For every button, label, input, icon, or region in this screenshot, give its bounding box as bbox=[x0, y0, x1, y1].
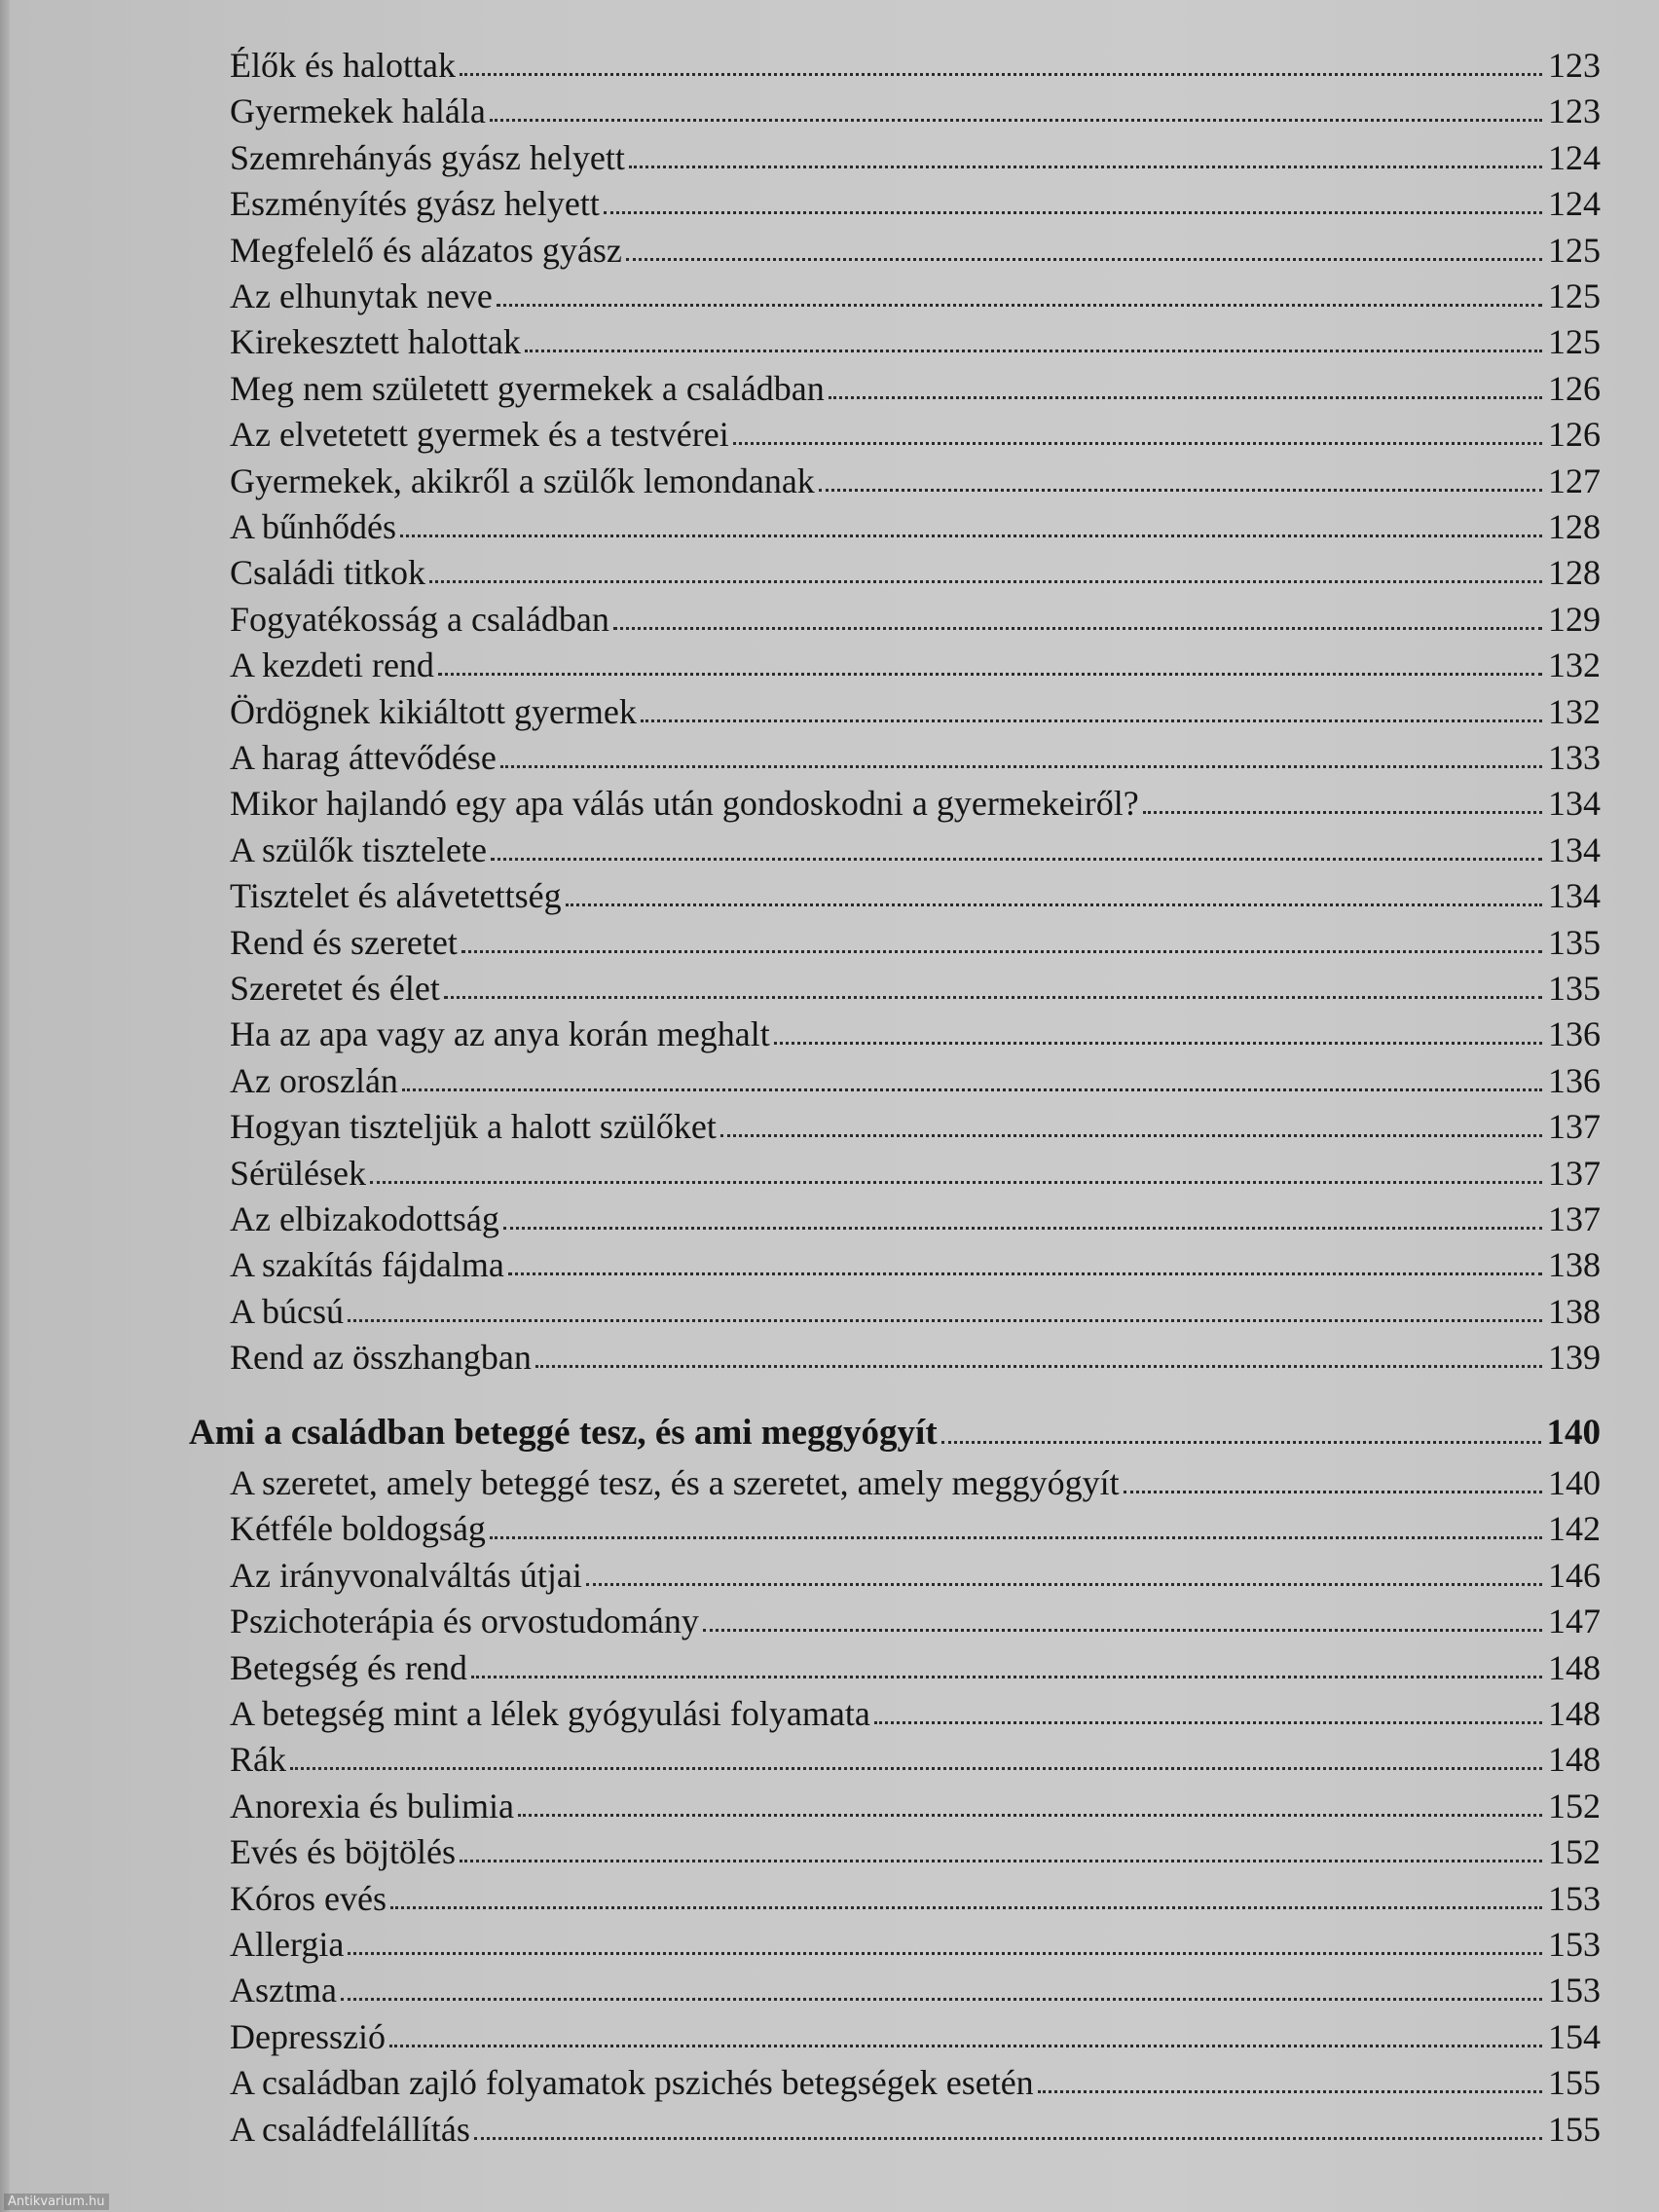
toc-entry bbox=[230, 135, 1601, 180]
toc-entry bbox=[230, 1645, 1601, 1690]
page-edge bbox=[0, 0, 10, 2212]
toc-entry-page: 137 bbox=[1548, 1154, 1601, 1193]
toc-entry-title: A betegség mint a lélek gyógyulási folyamata bbox=[230, 1694, 870, 1733]
toc-entry-title: A családban zajló folyamatok pszichés betegségek esetén bbox=[230, 2063, 1034, 2102]
dot-leader bbox=[626, 258, 1542, 261]
toc-entry-title: Az irányvonalváltás útjai bbox=[230, 1556, 582, 1595]
toc-entry-page: 142 bbox=[1548, 1509, 1601, 1548]
toc-entry-page: 128 bbox=[1548, 507, 1601, 546]
toc-entry-title: Családi titkok bbox=[230, 553, 425, 592]
dot-leader bbox=[629, 166, 1542, 168]
dot-leader bbox=[490, 119, 1542, 122]
toc-entry-page: 148 bbox=[1548, 1740, 1601, 1779]
toc-entry bbox=[230, 274, 1601, 318]
toc-entry bbox=[230, 1151, 1601, 1196]
toc-entry bbox=[230, 966, 1601, 1011]
toc-entry bbox=[230, 1058, 1601, 1103]
dot-leader bbox=[733, 442, 1542, 445]
toc-entry bbox=[230, 2014, 1601, 2059]
toc-entry-page: 133 bbox=[1548, 738, 1601, 777]
toc-entry-page: 125 bbox=[1548, 276, 1601, 315]
toc-entry-title: Gyermekek, akikről a szülők lemondanak bbox=[230, 461, 815, 500]
dot-leader bbox=[1038, 2090, 1542, 2093]
dot-leader bbox=[497, 304, 1542, 307]
toc-entry-page: 129 bbox=[1548, 600, 1601, 639]
toc-entry-title: Depresszió bbox=[230, 2017, 386, 2056]
toc-entry-title: Megfelelő és alázatos gyász bbox=[230, 231, 622, 270]
toc-entry-title: Ördögnek kikiáltott gyermek bbox=[230, 692, 637, 731]
toc-entry bbox=[230, 1104, 1601, 1149]
toc-entry-title: Szeretet és élet bbox=[230, 969, 440, 1008]
toc-entry-title: Az elvetetett gyermek és a testvérei bbox=[230, 415, 729, 454]
chapter-heading bbox=[189, 1411, 1601, 1456]
toc-entry-page: 134 bbox=[1548, 830, 1601, 869]
toc-entry-title: Az elhunytak neve bbox=[230, 276, 493, 315]
dot-leader bbox=[460, 73, 1542, 76]
toc-entry-title: Rend és szeretet bbox=[230, 923, 458, 962]
dot-leader bbox=[290, 1767, 1542, 1770]
toc-entry bbox=[230, 1506, 1601, 1551]
toc-entry bbox=[230, 828, 1601, 872]
toc-entry bbox=[230, 597, 1601, 642]
dot-leader bbox=[471, 1676, 1542, 1678]
dot-leader bbox=[461, 950, 1542, 953]
dot-leader bbox=[438, 673, 1542, 676]
dot-leader bbox=[525, 350, 1542, 352]
toc-entry-page: 128 bbox=[1548, 553, 1601, 592]
toc-entry-page: 153 bbox=[1548, 1879, 1601, 1918]
dot-leader bbox=[518, 1814, 1542, 1817]
toc-entry-title: Rák bbox=[230, 1740, 286, 1779]
toc-entry bbox=[230, 366, 1601, 411]
toc-entry bbox=[230, 319, 1601, 364]
watermark: Antikvarium.hu bbox=[4, 2194, 109, 2210]
toc-entry-page: 148 bbox=[1548, 1694, 1601, 1733]
toc-entry-page: 124 bbox=[1548, 184, 1601, 223]
dot-leader bbox=[444, 996, 1542, 999]
dot-leader bbox=[941, 1441, 1541, 1444]
toc-entry-page: 125 bbox=[1548, 322, 1601, 361]
toc-entry bbox=[230, 504, 1601, 549]
toc-entry-title: Betegség és rend bbox=[230, 1648, 467, 1687]
toc-entry-page: 136 bbox=[1548, 1014, 1601, 1053]
toc-entry bbox=[230, 1691, 1601, 1736]
toc-entry-page: 124 bbox=[1548, 138, 1601, 177]
toc-entry bbox=[230, 1460, 1601, 1505]
toc-entry-page: 123 bbox=[1548, 92, 1601, 130]
toc-entry bbox=[230, 643, 1601, 687]
toc-entry-title: Fogyatékosság a családban bbox=[230, 600, 609, 639]
dot-leader bbox=[341, 1998, 1542, 2001]
dot-leader bbox=[535, 1365, 1542, 1368]
dot-leader bbox=[503, 1227, 1542, 1230]
toc-entry-title: Mikor hajlandó egy apa válás után gondoskodni a gyermekeiről? bbox=[230, 784, 1139, 823]
toc-entry-page: 152 bbox=[1548, 1787, 1601, 1825]
toc-entry bbox=[230, 1197, 1601, 1241]
toc-entry bbox=[230, 89, 1601, 133]
toc-entry-title: Sérülések bbox=[230, 1154, 366, 1193]
toc-entry bbox=[230, 1553, 1601, 1598]
dot-leader bbox=[348, 1952, 1542, 1955]
toc-entry-page: 148 bbox=[1548, 1648, 1601, 1687]
toc-entry bbox=[230, 228, 1601, 273]
toc-entry-page: 132 bbox=[1548, 645, 1601, 684]
dot-leader bbox=[500, 765, 1542, 768]
dot-leader bbox=[508, 1272, 1542, 1275]
toc-entry-page: 146 bbox=[1548, 1556, 1601, 1595]
dot-leader bbox=[874, 1721, 1542, 1724]
toc-entry-title: Anorexia és bulimia bbox=[230, 1787, 514, 1825]
toc-entry-page: 138 bbox=[1548, 1245, 1601, 1284]
toc-entry-title: Ha az apa vagy az anya korán meghalt bbox=[230, 1014, 770, 1053]
toc-entry bbox=[230, 2060, 1601, 2105]
toc-entry-title: A harag áttevődése bbox=[230, 738, 497, 777]
toc-entry bbox=[230, 735, 1601, 780]
dot-leader bbox=[1124, 1491, 1542, 1493]
toc-entry-title: Kirekesztett halottak bbox=[230, 322, 521, 361]
toc-entry bbox=[230, 1876, 1601, 1921]
dot-leader bbox=[370, 1181, 1542, 1184]
dot-leader bbox=[348, 1319, 1542, 1322]
dot-leader bbox=[460, 1860, 1542, 1862]
toc-entry-page: 137 bbox=[1548, 1199, 1601, 1238]
toc-entry bbox=[230, 781, 1601, 826]
dot-leader bbox=[829, 396, 1542, 399]
toc-entry bbox=[230, 181, 1601, 226]
toc-entry-page: 136 bbox=[1548, 1061, 1601, 1100]
dot-leader bbox=[491, 858, 1542, 861]
toc-entry-title: Tisztelet és alávetettség bbox=[230, 876, 562, 915]
dot-leader bbox=[604, 211, 1542, 214]
dot-leader bbox=[402, 1088, 1542, 1091]
toc-entry-title: Asztma bbox=[230, 1971, 337, 2009]
toc-entry bbox=[230, 1335, 1601, 1380]
toc-entry-title: Az elbizakodottság bbox=[230, 1199, 499, 1238]
toc-entry bbox=[230, 1829, 1601, 1874]
toc-entry-title: A kezdeti rend bbox=[230, 645, 434, 684]
toc-entry bbox=[230, 1289, 1601, 1334]
toc-entry bbox=[230, 43, 1601, 88]
toc-entry-title: A szakítás fájdalma bbox=[230, 1245, 504, 1284]
toc-entry-title: Meg nem született gyermekek a családban bbox=[230, 369, 825, 408]
toc-entry-title: Pszichoterápia és orvostudomány bbox=[230, 1602, 699, 1641]
toc-entry-page: 155 bbox=[1548, 2110, 1601, 2149]
toc-entry-page: 147 bbox=[1548, 1602, 1601, 1641]
toc-entry-page: 127 bbox=[1548, 461, 1601, 500]
toc-entry-title: A bűnhődés bbox=[230, 507, 396, 546]
toc-entry-page: 152 bbox=[1548, 1832, 1601, 1871]
toc-entry-page: 135 bbox=[1548, 969, 1601, 1008]
toc-entry bbox=[230, 1599, 1601, 1643]
toc-entry-title: Eszményítés gyász helyett bbox=[230, 184, 600, 223]
toc-entry-page: 140 bbox=[1546, 1413, 1601, 1453]
dot-leader bbox=[613, 627, 1542, 630]
toc-entry bbox=[230, 459, 1601, 503]
toc-entry-page: 126 bbox=[1548, 369, 1601, 408]
toc-entry-page: 153 bbox=[1548, 1925, 1601, 1964]
toc-entry-title: Ami a családban beteggé tesz, és ami meggyógyít bbox=[189, 1413, 938, 1453]
toc-entry bbox=[230, 873, 1601, 918]
dot-leader bbox=[566, 903, 1542, 906]
toc-entry-title: Az oroszlán bbox=[230, 1061, 398, 1100]
toc-entry-page: 134 bbox=[1548, 784, 1601, 823]
toc-entry-title: A szülők tisztelete bbox=[230, 830, 487, 869]
dot-leader bbox=[586, 1583, 1542, 1586]
dot-leader bbox=[819, 489, 1542, 492]
toc-entry-page: 139 bbox=[1548, 1338, 1601, 1377]
toc-entry-page: 126 bbox=[1548, 415, 1601, 454]
toc-entry-title: Rend az összhangban bbox=[230, 1338, 532, 1377]
toc-entry-page: 138 bbox=[1548, 1292, 1601, 1331]
toc-entry bbox=[230, 550, 1601, 595]
dot-leader bbox=[389, 2045, 1542, 2047]
toc-entry-page: 155 bbox=[1548, 2063, 1601, 2102]
toc-entry-page: 134 bbox=[1548, 876, 1601, 915]
dot-leader bbox=[474, 2137, 1542, 2140]
toc-entry bbox=[230, 1784, 1601, 1828]
dot-leader bbox=[720, 1134, 1542, 1137]
toc-entry-title: Allergia bbox=[230, 1925, 345, 1964]
toc-entry bbox=[230, 2107, 1601, 2152]
toc-entry bbox=[230, 1737, 1601, 1782]
dot-leader bbox=[490, 1536, 1542, 1539]
toc-entry bbox=[230, 1922, 1601, 1967]
dot-leader bbox=[774, 1042, 1542, 1045]
toc-entry-page: 125 bbox=[1548, 231, 1601, 270]
toc-entry-title: Szemrehányás gyász helyett bbox=[230, 138, 625, 177]
toc-entry-title: Kóros evés bbox=[230, 1879, 387, 1918]
toc-entry-page: 154 bbox=[1548, 2017, 1601, 2056]
toc-entry-page: 135 bbox=[1548, 923, 1601, 962]
dot-leader bbox=[703, 1629, 1542, 1632]
toc-entry-title: A búcsú bbox=[230, 1292, 344, 1331]
toc-entry-title: Gyermekek halála bbox=[230, 92, 486, 130]
dot-leader bbox=[641, 719, 1542, 722]
toc-entry bbox=[230, 1242, 1601, 1287]
toc-entry-page: 140 bbox=[1548, 1463, 1601, 1502]
dot-leader bbox=[400, 535, 1542, 537]
dot-leader bbox=[429, 580, 1542, 583]
toc-entry bbox=[230, 1012, 1601, 1056]
toc-entry bbox=[230, 920, 1601, 965]
toc-entry-title: Hogyan tiszteljük a halott szülőket bbox=[230, 1107, 717, 1146]
toc-entry-page: 153 bbox=[1548, 1971, 1601, 2009]
toc-entry bbox=[230, 1968, 1601, 2012]
toc-entry-title: Evés és böjtölés bbox=[230, 1832, 456, 1871]
toc-entry-title: Élők és halottak bbox=[230, 46, 456, 85]
dot-leader bbox=[390, 1906, 1542, 1909]
dot-leader bbox=[1143, 811, 1542, 814]
toc-entry-page: 123 bbox=[1548, 46, 1601, 85]
toc-entry-title: A családfelállítás bbox=[230, 2110, 470, 2149]
toc-entry bbox=[230, 412, 1601, 457]
toc-entry bbox=[230, 689, 1601, 734]
toc-entry-page: 132 bbox=[1548, 692, 1601, 731]
toc-entry-title: Kétféle boldogság bbox=[230, 1509, 486, 1548]
toc-entry-title: A szeretet, amely beteggé tesz, és a szeretet, amely meggyógyít bbox=[230, 1463, 1120, 1502]
toc-entry-page: 137 bbox=[1548, 1107, 1601, 1146]
